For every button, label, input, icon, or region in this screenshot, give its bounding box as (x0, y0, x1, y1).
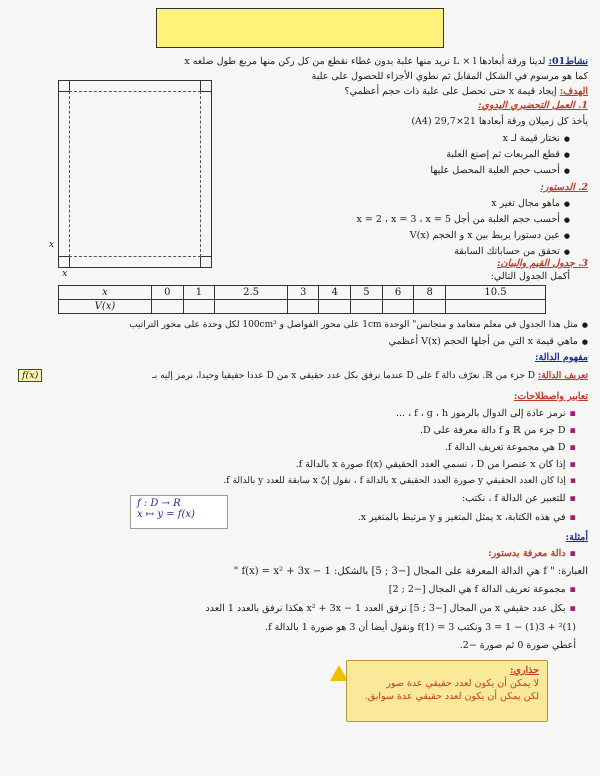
table-cell (446, 300, 546, 314)
corner-square (58, 256, 70, 268)
section1-item: ● نختار قيمة لـ x (503, 133, 570, 144)
concept-title: مفهوم الدالة: (534, 352, 588, 363)
section1-item: ● قطع المربعات ثم إصنع العلبة (446, 149, 570, 160)
section3-note1: ● مثل هذا الجدول في معلم متعامد و متجانس" الوحدة 1cm على محور الفواصل و 100cm³ لكل وحدة على محور التراتيب (129, 320, 588, 330)
fold-lines (69, 91, 201, 257)
notation-item: ▪ للتعبير عن الدالة f ، نكتب: (462, 493, 576, 504)
table-cell (319, 300, 351, 314)
mapping-line-2: x ↦ y = f(x) (137, 509, 195, 520)
section3-title: 3. جدول القيم والبيان: (497, 258, 588, 269)
activity-line-2: كما هو مرسوم في الشكل المقابل ثم نطوي الأجزاء للحصول على علبة (311, 71, 588, 82)
table-cell (183, 300, 215, 314)
activity-label: نشاط01: (548, 56, 588, 67)
example-line-1: العبارة: " f هي الدالة المعرفة على المجال [−3 ; 5] بالشكل: f(x) = x² + 3x − 1 " (233, 566, 588, 577)
definition-label: تعريف الدالة: (537, 371, 588, 381)
table-cell: 0 (152, 286, 184, 300)
table-cell (382, 300, 414, 314)
section1-item: ● أحسب حجم العلبة المحصل عليها (430, 165, 570, 176)
table-cell: 10.5 (446, 286, 546, 300)
goal-text: إيجاد قيمة x حتى نحصل على علبة ذات حجم أعظمي؟ (344, 86, 557, 97)
notation-item: ▪ إذا كان x عنصرا من D ، نسمي العدد الحقيقي f(x) صورة x بالدالة f. (296, 459, 576, 470)
table-cell: 1 (183, 286, 215, 300)
table-row (59, 286, 546, 300)
table-cell (414, 300, 446, 314)
table-cell: 6 (382, 286, 414, 300)
x-label-side: x (49, 240, 55, 250)
function-mapping-box (130, 495, 228, 529)
warning-title: حذاري: (509, 665, 539, 676)
example-line-5: أعطي صورة 0 ثم صورة −2. (459, 640, 576, 651)
section1-title: 1. العمل التحضيري اليدوي: (478, 100, 588, 111)
section2-item: ● عين دستورا يربط بين x و الحجم V(x) (410, 230, 570, 241)
section3-line1: أكمل الجدول التالي: (490, 271, 570, 282)
section3-note2: ● ماهي قيمة x التي من أجلها الحجم V(x) أعظمي (389, 336, 588, 347)
examples-subtitle: ▪ دالة معرفة بدستور: (488, 548, 576, 559)
goal-label: الهدف: (559, 86, 588, 97)
goal-line (345, 86, 588, 97)
notation-item: ▪ إذا كان العدد الحقيقي y صورة العدد الحقيقي x بالدالة f ، نقول إنّ x سابقة للعدد y بالدالة f. (223, 476, 576, 486)
table-cell: V(x) (59, 300, 152, 314)
example-line-2: ▪ مجموعة تعريف الدالة f هي المجال [−2 ; 2] (389, 584, 576, 595)
table-cell: 2.5 (215, 286, 288, 300)
activity-line (184, 56, 588, 67)
notation-item: ▪ نرمز عادة إلى الدوال بالرموز f ، g ، h ، ... (396, 408, 576, 419)
table-cell (215, 300, 288, 314)
section2-item: ● أحسب حجم العلبة من أجل x = 2 ، x = 3 ، x = 5 (356, 214, 570, 225)
table-cell: 4 (319, 286, 351, 300)
notation-title: تعابير واصطلاحات: (513, 391, 588, 402)
notation-item: ▪ D هي مجموعة تعريف الدالة f. (445, 442, 576, 453)
corner-square (200, 80, 212, 92)
warning-line-2: لكن يمكن أن يكون لعدد حقيقي عدة سوابق. (364, 691, 539, 702)
table-cell (351, 300, 383, 314)
activity-text: لدينا ورقة أبعادها L × l نريد منها علبة بدون غطاء نقطع من كل ركن منها مربع طول ضلعه x (184, 56, 546, 67)
values-table (58, 285, 546, 314)
warning-box (346, 660, 548, 722)
table-cell: 5 (351, 286, 383, 300)
x-label-bottom: x (62, 268, 68, 279)
table-cell: 3 (287, 286, 319, 300)
mapping-line-1: f : D → R (137, 498, 181, 509)
section2-item: ● تحقق من حساباتك السابقة (454, 246, 570, 257)
table-row (59, 300, 546, 314)
fx-box: f(x) (18, 369, 42, 382)
section1-line1: يأخذ كل زميلان ورقة أبعادها 21×29,7 (A4) (411, 116, 588, 127)
example-line-3: ▪ بكل عدد حقيقي x من المجال [−3 ; 5] نرفق العدد x² + 3x − 1 هكذا نرفق بالعدد 1 العدد (205, 603, 576, 614)
paper-sheet-figure (58, 80, 212, 268)
section2-item: ● ماهو مجال تغير x (491, 198, 570, 209)
notation-item: ▪ في هذه الكتابة، x يمثل المتغير و y مرتبط بالمتغير x. (358, 512, 576, 523)
title-box (156, 8, 444, 48)
table-cell (152, 300, 184, 314)
table-cell: 8 (414, 286, 446, 300)
definition-text: D جزء من ℝ. نعرّف دالة f على D عندما نرفق بكل عدد حقيقي x من D عددا حقيقيا وحيدا، نرمز إليه بـ (152, 371, 535, 381)
definition-line (152, 371, 588, 381)
notation-item: ▪ D جزء من ℝ و f دالة معرفة على D. (420, 425, 576, 436)
warning-line-1: لا يمكن أن يكون لعدد حقيقي عدة صور (386, 678, 539, 689)
table-cell: x (59, 286, 152, 300)
examples-title: أمثلة: (565, 532, 588, 543)
table-cell (287, 300, 319, 314)
example-line-4: (1)² + 3(1) − 1 = 3 ونكتب f(1) = 3 ونقول أيضا أن 3 هو صورة 1 بالدالة f. (265, 622, 576, 633)
section2-title: 2. الدستور: (540, 182, 588, 193)
corner-square (200, 256, 212, 268)
